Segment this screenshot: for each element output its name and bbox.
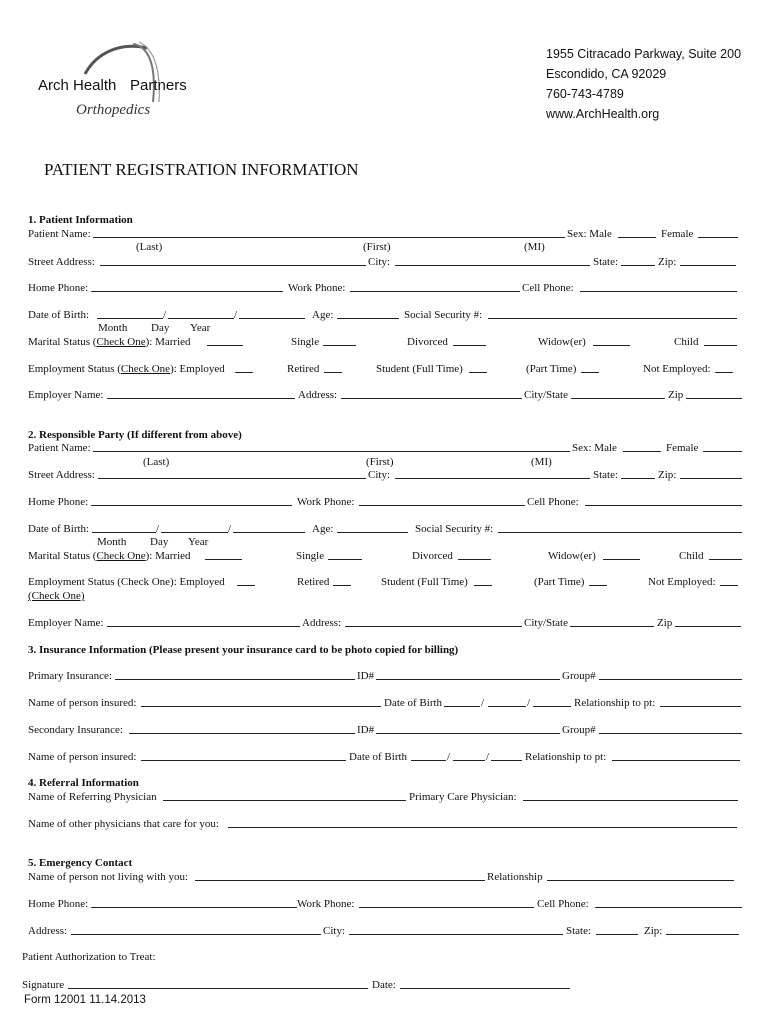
rp-city-state-label: City/State	[524, 617, 568, 629]
rp-work-phone-field[interactable]	[359, 495, 525, 506]
student-field[interactable]	[469, 362, 487, 373]
emergency-address-field[interactable]	[71, 924, 321, 935]
ssn-field[interactable]	[488, 308, 737, 319]
state-field[interactable]	[621, 255, 655, 266]
rp-ssn-field[interactable]	[498, 522, 742, 533]
rp-not-employed-label: Not Employed:	[648, 576, 716, 588]
rp-dob-year-field[interactable]	[233, 522, 305, 533]
secondary-id-label: ID#	[357, 724, 375, 736]
rp-cell-phone-label: Cell Phone:	[527, 496, 579, 508]
secondary-relationship-label: Relationship to pt:	[525, 751, 607, 763]
rp-married-field[interactable]	[205, 549, 242, 560]
cell-phone-label: Cell Phone:	[522, 282, 574, 294]
rp-not-employed-field[interactable]	[720, 575, 738, 586]
age-label: Age:	[312, 309, 334, 321]
rp-widow-field[interactable]	[603, 549, 640, 560]
primary-dob-year-field[interactable]	[533, 696, 571, 707]
secondary-group-field[interactable]	[599, 723, 742, 734]
primary-dob-slash-1: /	[481, 697, 485, 709]
zip-label: Zip:	[658, 256, 677, 268]
rp-employer-name-field[interactable]	[107, 616, 300, 627]
emergency-work-phone-field[interactable]	[359, 897, 534, 908]
dob-month-field[interactable]	[97, 308, 163, 319]
rp-employer-address-label: Address:	[302, 617, 342, 629]
rp-student-label: Student (Full Time)	[381, 576, 468, 588]
first-sublabel: (First)	[363, 241, 391, 253]
primary-dob-slash-2: /	[527, 697, 531, 709]
rp-single-label: Single	[296, 550, 325, 562]
rp-divorced-label: Divorced	[412, 550, 453, 562]
single-field[interactable]	[323, 335, 356, 346]
married-field[interactable]	[207, 335, 243, 346]
primary-dob-day-field[interactable]	[488, 696, 526, 707]
rp-state-label: State:	[593, 469, 619, 481]
city-state-label: City/State	[524, 389, 568, 401]
rp-sex-female-label: Female	[666, 442, 699, 454]
city-state-field[interactable]	[571, 388, 665, 399]
emergency-relationship-field[interactable]	[547, 870, 734, 881]
rp-first-sublabel: (First)	[366, 456, 394, 468]
sex-female-field[interactable]	[698, 227, 738, 238]
secondary-insured-name-label: Name of person insured:	[28, 751, 137, 763]
dob-slash-2: /	[234, 309, 238, 321]
single-label: Single	[291, 336, 320, 348]
primary-id-field[interactable]	[376, 669, 560, 680]
rp-dob-slash-2: /	[228, 523, 232, 535]
patient-name-field[interactable]	[93, 227, 565, 238]
sex-male-label: Sex: Male	[567, 228, 612, 240]
rp-child-field[interactable]	[709, 549, 742, 560]
rp-divorced-field[interactable]	[458, 549, 491, 560]
rp-mi-sublabel: (MI)	[531, 456, 552, 468]
rp-retired-field[interactable]	[333, 575, 351, 586]
rp-year-sublabel: Year	[188, 536, 209, 548]
rp-month-sublabel: Month	[97, 536, 127, 548]
sex-male-field[interactable]	[618, 227, 656, 238]
emergency-home-phone-label: Home Phone:	[28, 898, 89, 910]
rp-employer-address-field[interactable]	[345, 616, 522, 627]
website[interactable]: www.ArchHealth.org	[546, 107, 660, 121]
rp-widow-label: Widow(er)	[548, 550, 596, 562]
rp-ssn-label: Social Security #:	[415, 523, 494, 535]
logo-subtitle: Orthopedics	[76, 102, 151, 118]
rp-patient-name-label: Patient Name:	[28, 442, 91, 454]
practice-address-block	[546, 44, 741, 124]
child-field[interactable]	[704, 335, 737, 346]
city-field[interactable]	[395, 255, 590, 266]
divorced-label: Divorced	[407, 336, 448, 348]
employment-status-label: Employment Status (Check One): Employed	[28, 363, 225, 375]
age-field[interactable]	[337, 308, 399, 319]
emergency-zip-field[interactable]	[666, 924, 739, 935]
rp-part-time-label: (Part Time)	[534, 576, 585, 588]
emergency-cell-phone-field[interactable]	[595, 897, 742, 908]
pcp-label: Primary Care Physician:	[409, 791, 517, 803]
rp-employment-status-label: Employment Status (Check One): Employed	[28, 576, 225, 588]
rp-single-field[interactable]	[328, 549, 362, 560]
rp-zip-field[interactable]	[680, 468, 742, 479]
patient-name-label: Patient Name:	[28, 228, 91, 240]
zip-field[interactable]	[680, 255, 736, 266]
employer-address-field[interactable]	[341, 388, 522, 399]
secondary-relationship-field[interactable]	[612, 750, 740, 761]
address-line-1: 1955 Citracado Parkway, Suite 200	[546, 47, 742, 61]
rp-age-field[interactable]	[337, 522, 408, 533]
year-sublabel: Year	[190, 322, 211, 334]
primary-insured-name-label: Name of person insured:	[28, 697, 137, 709]
last-sublabel: (Last)	[136, 241, 163, 253]
marital-status-label: Marital Status (Check One): Married	[28, 336, 191, 348]
emergency-contact-name-field[interactable]	[195, 870, 485, 881]
signature-date-label: Date:	[372, 979, 396, 991]
emergency-cell-phone-label: Cell Phone:	[537, 898, 589, 910]
primary-insurance-field[interactable]	[115, 669, 355, 680]
emergency-work-phone-label: Work Phone:	[297, 898, 355, 910]
work-phone-label: Work Phone:	[288, 282, 346, 294]
secondary-dob-day-field[interactable]	[453, 750, 485, 761]
secondary-dob-slash-2: /	[486, 751, 490, 763]
month-sublabel: Month	[98, 322, 128, 334]
student-label: Student (Full Time)	[376, 363, 463, 375]
part-time-field[interactable]	[581, 362, 599, 373]
dob-slash-1: /	[163, 309, 167, 321]
secondary-dob-month-field[interactable]	[411, 750, 446, 761]
part-time-label: (Part Time)	[526, 363, 577, 375]
rp-employer-zip-field[interactable]	[675, 616, 741, 627]
employer-name-label: Employer Name:	[28, 389, 104, 401]
employer-address-label: Address:	[298, 389, 338, 401]
sex-female-label: Female	[661, 228, 694, 240]
cell-phone-field[interactable]	[580, 281, 737, 292]
rp-sex-female-field[interactable]	[703, 441, 742, 452]
section-5-heading: 5. Emergency Contact	[28, 857, 133, 869]
primary-relationship-label: Relationship to pt:	[574, 697, 656, 709]
emergency-city-field[interactable]	[349, 924, 563, 935]
primary-group-field[interactable]	[599, 669, 742, 680]
secondary-id-field[interactable]	[376, 723, 560, 734]
rp-zip-label: Zip:	[658, 469, 677, 481]
rp-child-label: Child	[679, 550, 704, 562]
rp-employed-field[interactable]	[237, 575, 255, 586]
rp-sex-male-field[interactable]	[623, 441, 661, 452]
rp-sex-male-label: Sex: Male	[572, 442, 617, 454]
rp-city-state-field[interactable]	[570, 616, 654, 627]
rp-home-phone-label: Home Phone:	[28, 496, 89, 508]
rp-check-one-label: (Check One)	[28, 590, 85, 602]
phone-number: 760-743-4789	[546, 87, 624, 101]
dob-day-field[interactable]	[168, 308, 234, 319]
primary-insurance-label: Primary Insurance:	[28, 670, 112, 682]
employed-field[interactable]	[235, 362, 253, 373]
rp-dob-label: Date of Birth:	[28, 523, 90, 535]
retired-label: Retired	[287, 363, 320, 375]
logo-name: Arch Health	[38, 77, 117, 94]
child-label: Child	[674, 336, 699, 348]
primary-insured-name-field[interactable]	[141, 696, 381, 707]
other-physicians-label: Name of other physicians that care for you:	[28, 818, 219, 830]
home-phone-label: Home Phone:	[28, 282, 89, 294]
ssn-label: Social Security #:	[404, 309, 483, 321]
divorced-field[interactable]	[453, 335, 486, 346]
secondary-insurance-label: Secondary Insurance:	[28, 724, 123, 736]
secondary-dob-slash-1: /	[447, 751, 451, 763]
section-1-heading: 1. Patient Information	[28, 214, 133, 226]
other-physicians-field[interactable]	[228, 817, 737, 828]
rp-city-label: City:	[368, 469, 391, 481]
rp-state-field[interactable]	[621, 468, 655, 479]
authorization-label: Patient Authorization to Treat:	[22, 951, 156, 963]
emergency-contact-name-label: Name of person not living with you:	[28, 871, 189, 883]
rp-day-sublabel: Day	[150, 536, 169, 548]
pcp-field[interactable]	[523, 790, 738, 801]
rp-dob-month-field[interactable]	[92, 522, 156, 533]
employer-zip-label: Zip	[668, 389, 684, 401]
rp-age-label: Age:	[312, 523, 334, 535]
employer-zip-field[interactable]	[686, 388, 742, 399]
section-4-heading: 4. Referral Information	[28, 777, 139, 789]
primary-dob-month-field[interactable]	[444, 696, 480, 707]
secondary-insured-name-field[interactable]	[141, 750, 346, 761]
rp-cell-phone-field[interactable]	[585, 495, 742, 506]
secondary-group-label: Group#	[562, 724, 596, 736]
employer-name-field[interactable]	[107, 388, 295, 399]
signature-label: Signature	[22, 979, 65, 991]
signature-date-field[interactable]	[400, 978, 570, 989]
rp-home-phone-field[interactable]	[91, 495, 292, 506]
work-phone-field[interactable]	[350, 281, 520, 292]
rp-street-field[interactable]	[98, 468, 366, 479]
referring-physician-field[interactable]	[163, 790, 406, 801]
section-3-heading: 3. Insurance Information (Please present your insurance card to be photo copied for billing)	[28, 644, 459, 656]
referring-physician-label: Name of Referring Physician	[28, 791, 157, 803]
day-sublabel: Day	[151, 322, 170, 334]
emergency-home-phone-field[interactable]	[91, 897, 297, 908]
rp-part-time-field[interactable]	[589, 575, 607, 586]
logo-partners: Partners	[130, 77, 187, 94]
home-phone-field[interactable]	[91, 281, 283, 292]
rp-employer-name-label: Employer Name:	[28, 617, 104, 629]
not-employed-label: Not Employed:	[643, 363, 711, 375]
dob-year-field[interactable]	[239, 308, 305, 319]
page-title: PATIENT REGISTRATION INFORMATION	[44, 160, 359, 179]
primary-insured-dob-label: Date of Birth	[384, 697, 443, 709]
rp-student-field[interactable]	[474, 575, 492, 586]
secondary-insurance-field[interactable]	[129, 723, 355, 734]
primary-id-label: ID#	[357, 670, 375, 682]
rp-last-sublabel: (Last)	[143, 456, 170, 468]
rp-retired-label: Retired	[297, 576, 330, 588]
not-employed-field[interactable]	[715, 362, 733, 373]
secondary-dob-year-field[interactable]	[491, 750, 522, 761]
rp-work-phone-label: Work Phone:	[297, 496, 355, 508]
emergency-state-label: State:	[566, 925, 592, 937]
address-line-2: Escondido, CA 92029	[546, 67, 667, 81]
emergency-state-field[interactable]	[596, 924, 638, 935]
rp-employer-zip-label: Zip	[657, 617, 673, 629]
primary-group-label: Group#	[562, 670, 596, 682]
signature-field[interactable]	[68, 978, 368, 989]
rp-marital-status-label: Marital Status (Check One): Married	[28, 550, 191, 562]
rp-city-field[interactable]	[395, 468, 590, 479]
section-2-heading: 2. Responsible Party (If different from above)	[28, 429, 242, 441]
arch-logo-icon	[55, 38, 175, 108]
emergency-zip-label: Zip:	[644, 925, 663, 937]
retired-field[interactable]	[324, 362, 342, 373]
street-label: Street Address:	[28, 256, 95, 268]
emergency-city-label: City:	[323, 925, 346, 937]
secondary-insured-dob-label: Date of Birth	[349, 751, 408, 763]
city-label: City:	[368, 256, 391, 268]
emergency-relationship-label: Relationship	[487, 871, 543, 883]
rp-dob-day-field[interactable]	[161, 522, 228, 533]
form-number: Form 12001 11.14.2013	[24, 994, 146, 1006]
rp-patient-name-field[interactable]	[93, 441, 570, 452]
rp-street-label: Street Address:	[28, 469, 95, 481]
state-label: State:	[593, 256, 619, 268]
rp-dob-slash-1: /	[156, 523, 160, 535]
mi-sublabel: (MI)	[524, 241, 545, 253]
widow-label: Widow(er)	[538, 336, 586, 348]
street-field[interactable]	[100, 255, 366, 266]
dob-label: Date of Birth:	[28, 309, 90, 321]
emergency-address-label: Address:	[28, 925, 68, 937]
widow-field[interactable]	[593, 335, 630, 346]
primary-relationship-field[interactable]	[660, 696, 741, 707]
